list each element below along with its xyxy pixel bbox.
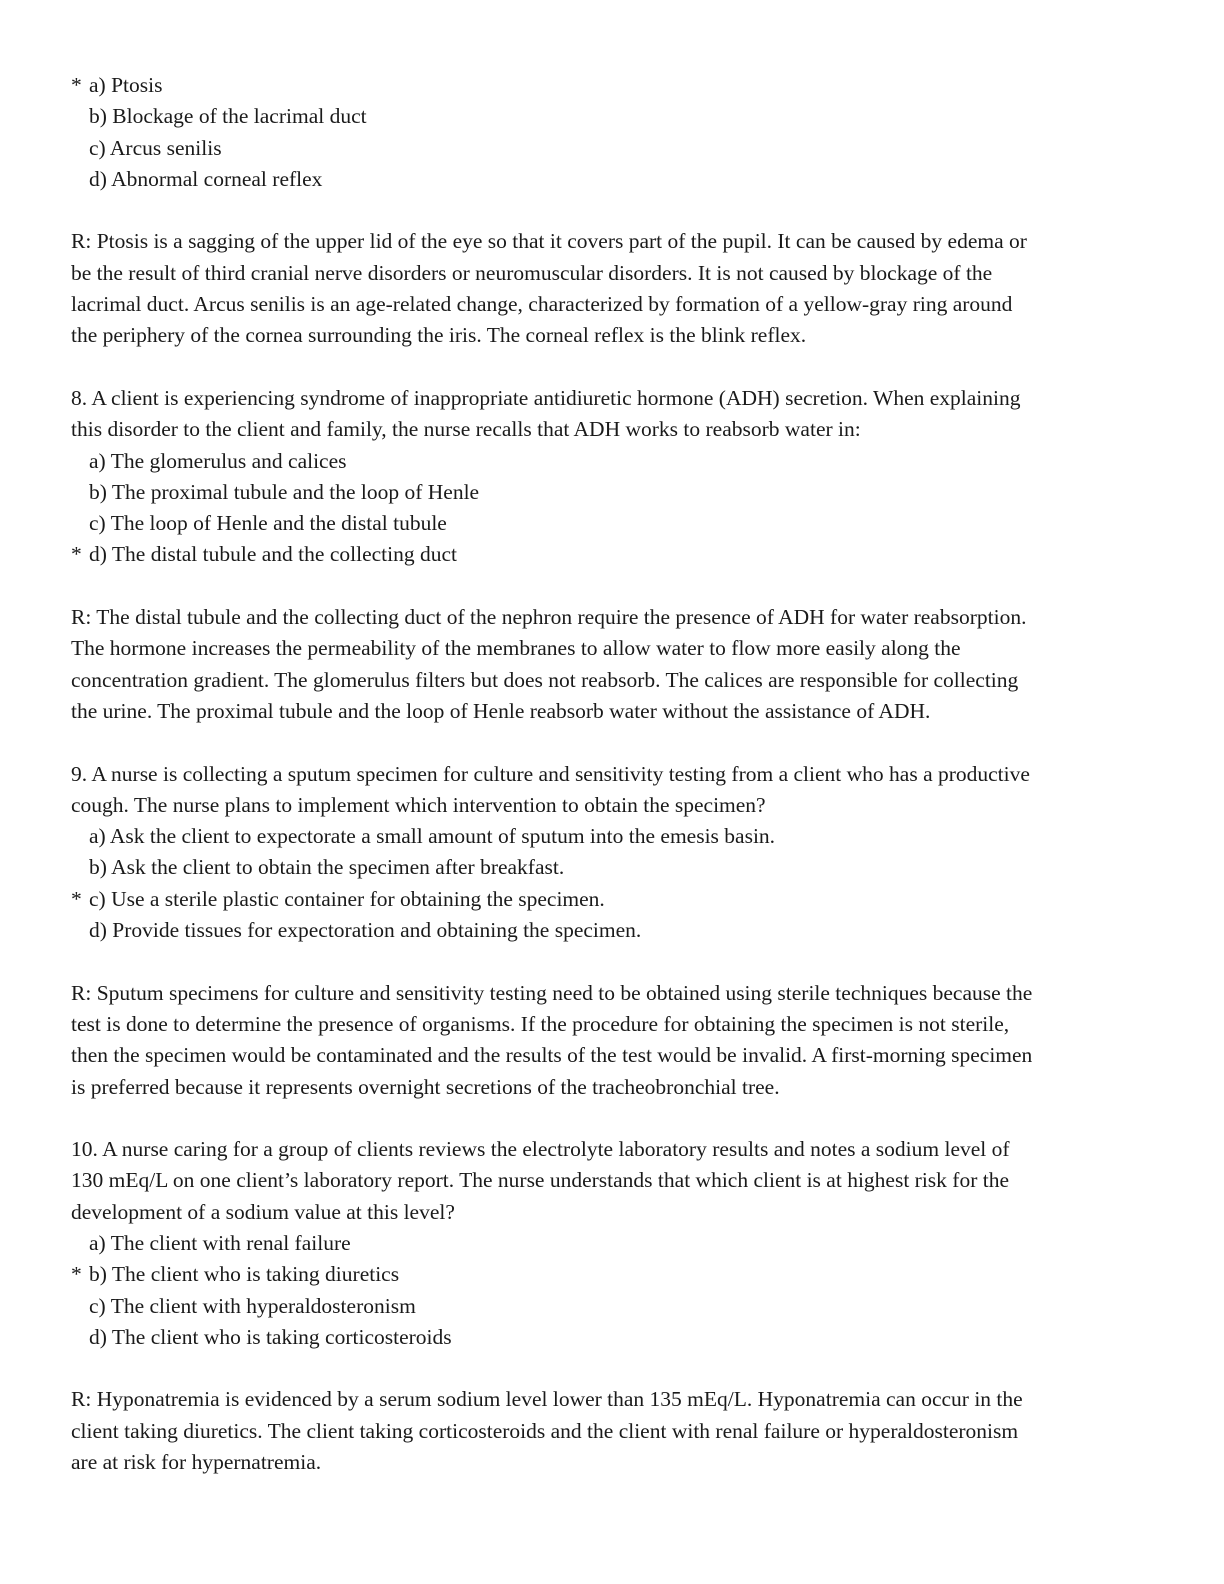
q8-option-c <box>71 508 1156 539</box>
option-label: d) The client who is taking corticosteroids <box>89 1324 452 1349</box>
q8-rationale <box>71 602 1156 727</box>
option-label: c) Arcus senilis <box>89 135 222 160</box>
option-label: a) Ask the client to expectorate a small amount of sputum into the emesis basin. <box>89 824 776 849</box>
q9-option-d <box>71 915 1156 946</box>
q8-option-d <box>71 539 1156 570</box>
q8-question <box>71 383 1156 446</box>
rationale-line: concentration gradient. The glomerulus filters but does not reabsorb. The calices are responsible for collecting <box>71 667 1019 692</box>
spacer <box>71 1103 1156 1134</box>
question-line: development of a sodium value at this level? <box>71 1199 455 1224</box>
document-page <box>71 70 1156 1478</box>
rationale-line: The hormone increases the permeability of the membranes to allow water to flow more easily along the <box>71 636 961 661</box>
rationale-line: lacrimal duct. Arcus senilis is an age-related change, characterized by formation of a yellow-gray ring around <box>71 292 1013 317</box>
option-label: b) The proximal tubule and the loop of Henle <box>89 479 480 504</box>
q10-question <box>71 1134 1156 1228</box>
q9-option-a <box>71 821 1156 852</box>
rationale-line: test is done to determine the presence of organisms. If the procedure for obtaining the specimen is not sterile, <box>71 1011 1010 1036</box>
rationale-line: is preferred because it represents overnight secretions of the tracheobronchial tree. <box>71 1074 780 1099</box>
option-label: c) Use a sterile plastic container for obtaining the specimen. <box>89 886 605 911</box>
correct-answer-mark: * <box>71 542 82 567</box>
q7-option-c <box>71 133 1156 164</box>
spacer <box>71 946 1156 977</box>
q10-options <box>71 1228 1156 1353</box>
rationale-line: client taking diuretics. The client taking corticosteroids and the client with renal failure or hyperaldosteronism <box>71 1418 1019 1443</box>
correct-answer-mark: * <box>71 73 82 97</box>
q8-option-a <box>71 446 1156 477</box>
question-line: 8. A client is experiencing syndrome of inappropriate antidiuretic hormone (ADH) secretion. When explaining <box>71 385 1021 410</box>
correct-answer-mark: * <box>71 886 82 911</box>
question-line: cough. The nurse plans to implement which intervention to obtain the specimen? <box>71 792 766 817</box>
q9-options <box>71 821 1156 946</box>
q8-options <box>71 446 1156 571</box>
question-line: this disorder to the client and family, the nurse recalls that ADH works to reabsorb water in: <box>71 417 861 442</box>
rationale-line: be the result of third cranial nerve disorders or neuromuscular disorders. It is not caused by blockage of the <box>71 260 993 285</box>
q10-option-b <box>71 1259 1156 1290</box>
rationale-line: the urine. The proximal tubule and the loop of Henle reabsorb water without the assistance of ADH. <box>71 698 931 723</box>
spacer <box>71 727 1156 758</box>
q8-option-b <box>71 477 1156 508</box>
q10-option-d <box>71 1322 1156 1353</box>
q10-rationale <box>71 1384 1156 1478</box>
spacer <box>71 195 1156 226</box>
q7-option-a <box>71 70 1156 101</box>
spacer <box>71 352 1156 383</box>
q7-rationale <box>71 226 1156 351</box>
q7-option-b <box>71 101 1156 132</box>
q10-option-c <box>71 1291 1156 1322</box>
rationale-line: then the specimen would be contaminated and the results of the test would be invalid. A first-morning specimen <box>71 1043 1033 1068</box>
q9-option-c <box>71 884 1156 915</box>
rationale-line: R: Hyponatremia is evidenced by a serum sodium level lower than 135 mEq/L. Hyponatremia can occur in the <box>71 1387 1023 1412</box>
rationale-line: are at risk for hypernatremia. <box>71 1450 322 1475</box>
question-line: 9. A nurse is collecting a sputum specimen for culture and sensitivity testing from a client who has a productive <box>71 761 1030 786</box>
question-line: 10. A nurse caring for a group of clients reviews the electrolyte laboratory results and notes a sodium level of <box>71 1137 1010 1162</box>
rationale-line: the periphery of the cornea surrounding the iris. The corneal reflex is the blink reflex. <box>71 323 807 348</box>
option-label: c) The loop of Henle and the distal tubule <box>89 511 447 536</box>
option-label: c) The client with hyperaldosteronism <box>89 1293 416 1318</box>
spacer <box>71 1353 1156 1384</box>
q7-option-d <box>71 164 1156 195</box>
option-label: d) The distal tubule and the collecting duct <box>89 542 457 567</box>
option-label: b) Blockage of the lacrimal duct <box>89 104 367 129</box>
rationale-line: R: The distal tubule and the collecting duct of the nephron require the presence of ADH for water reabsorption. <box>71 605 1027 630</box>
q10-option-a <box>71 1228 1156 1259</box>
option-label: a) The glomerulus and calices <box>89 448 347 473</box>
correct-answer-mark: * <box>71 1262 82 1287</box>
question-line: 130 mEq/L on one client’s laboratory report. The nurse understands that which client is at highest risk for the <box>71 1168 1010 1193</box>
q7-options <box>71 70 1156 195</box>
option-label: b) The client who is taking diuretics <box>89 1262 400 1287</box>
option-label: a) The client with renal failure <box>89 1230 351 1255</box>
option-label: d) Provide tissues for expectoration and obtaining the specimen. <box>89 918 642 943</box>
rationale-line: R: Ptosis is a sagging of the upper lid of the eye so that it covers part of the pupil. It can be caused by edema or <box>71 229 1027 254</box>
option-label: b) Ask the client to obtain the specimen after breakfast. <box>89 855 565 880</box>
option-label: a) Ptosis <box>89 73 163 97</box>
option-label: d) Abnormal corneal reflex <box>89 166 323 191</box>
q9-question <box>71 759 1156 822</box>
q9-option-b <box>71 852 1156 883</box>
rationale-line: R: Sputum specimens for culture and sensitivity testing need to be obtained using sterile techniques because the <box>71 980 1033 1005</box>
q9-rationale <box>71 978 1156 1103</box>
spacer <box>71 571 1156 602</box>
